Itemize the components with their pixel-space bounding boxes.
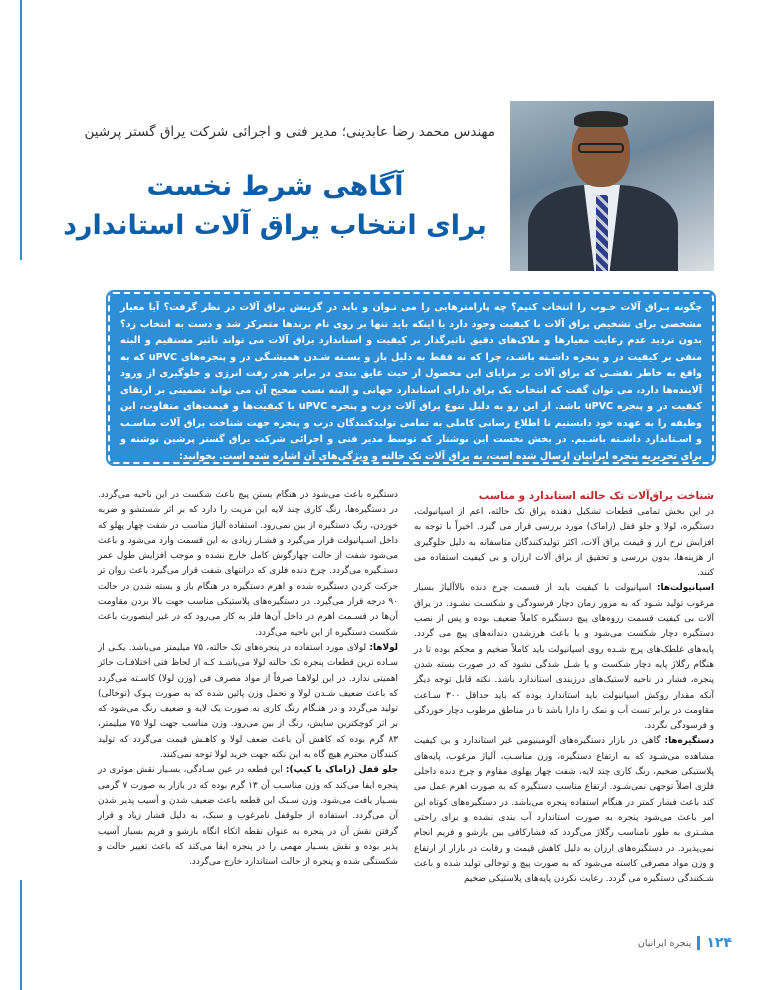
body-paragraph (414, 581, 714, 734)
subheading: لولاها: (369, 642, 399, 653)
subheading: دستگیره‌ها: (664, 736, 714, 747)
author-byline: مهندس محمد رضا عابدینی؛ مدیر فنی و اجرائی شرکت یراق گستر پرشین (84, 124, 495, 140)
paragraph-text: این قطعه در عین سـادگی، بسـیار نقش موثری در پنجره ایفا می‌کند که وزن مناسـب آن ۱۳ گرم بوده که در بازار به صورت ۷ گرمی بسـیار یافت می‌شود. وزن سـبک این قطعه باعث ضعیف شدن و آسیب پذیر شدن آن می‌گردد. استفاده از جلوقفل نامرغوب و سبک، به دلیل فشار زیاد و قرار گرفتن نقش آن در پنجره به عنوان نقطه اتکاء انگاه بازشو و فریم بسیار آسیب پذیر بوده و نقش بسـیار مهمی را در پنجره ایفا می‌کند که باعث تغییر حالت و شکستگی شده و پنجره از حالت استاندارد خارج می‌گردد. (98, 765, 398, 868)
paragraph-text: گاهی در بازار دستگیره‌های آلومینیومی غیر استاندارد و بی کیفیت مشاهده می‌شـود که به ارتفاع دستگیره، وزن مناسـب، آلیاژ مرغوب، پایه‌های پلاستیکی ضخیم، رنگ کاری چند لایه، شفت چهار پهلوی مقاوم و چرخ دنده داخلی فلزی اصلاً توجهی نمی‌شـود. ارتفاع مناسب دستگیره که به صورت اهرم عمل می کند باعث فشار کمتر در هنگام استفاده پنجره می‌باشد. در دستگیره‌های کوتاه این امر باعث می‌شود پنجره به صورت استاندارد آب بندی نشده و برای راحتی مشـتری به طور نامناسب رگلاژ می‌گردد که فشارکافی بین بازشو و فریم انجام نمی‌پذیرد. در دستگیره‌های ارزان به دلیل کاهش قیمت و رقابت در بازار از ارتفاع و وزن مواد مصرفی کاسته می‌شود که به صورت پیچ و توخالی تولید شده و باعث شـکنندگی دستگیره می گردد. رعایت نکردن پایه‌های پلاستیکی ضخیم (414, 736, 714, 885)
lead-text: چگونه یـراق آلات خـوب را انتخاب کنیم؟ چه پارامترهایی را می تـوان و باید در گزینش یراق آلات در نظر گرفت؟ آیا معیار مشخصی برای تشخیص یراق آلات با کیفیت وجود دارد یا اینکه باید تنها بر روی نام برندها متمرکز شد و دست به انتخاب زد؟ بدون تردید عدم رعایت معیارها و ملاک‌های دقیق تاثیرگذار بر کیفیت و استاندارد یراق آلات می تواند تاثیر مستقیم و البته منفی بر کیفیت در و پنجره داشـته باشـد، چرا که نه فقط به دلیل باز و بسـته شـدن همیشـگی در و پنجره‌های uPVC که به واقع به خاطر نقشـی که یراق آلات بر مزایای این محصول از حیث عایق بندی در برابر هدر رفت انرژی و جلوگیری از ورود آلاینده‌ها دارد، می توان گفت که انتخاب یک یراق دارای استاندارد جهانی و البته نسب صحیح آن می تواند تضمینی بر ارتقای کیفیت در و پنجره uPVC باشد. از این رو به دلیل تنوع یراق آلات درب و پنجره uPVC با کیفیت‌ها و قیمت‌های متفاوت، این وظیفه را به عهده خود دانستیم تا اطلاع رسانی کاملی به تمامی تولیدکنندگان درب و پنجره جهت شناخت یراق آلات مناسـب و اسـتاندارد داشـته باشـیم. در بخش نخست این نوشتار که توسط مدیر فنی و اجرائی شرکت یراق گستر پرشین نوشته و برای تحریریه پنجره ایرانیان ارسال شده است، به یراق آلات تک حالته و ویژگی‌های آن اشاره شده است. بخوانید: (120, 302, 703, 462)
page-number: ۱۲۴ (706, 935, 732, 951)
title-line-2: برای انتخاب یراق آلات استاندارد (63, 210, 487, 241)
page-footer (612, 934, 732, 952)
magazine-name: پنجره ایرانیان (637, 937, 692, 949)
margin-rule-top (20, 0, 22, 260)
subheading: جلو قفل (زاماک یا کیپ): (285, 765, 398, 776)
body-paragraph: دستگیره باعث می‌شود در هنگام بستن پیچ باعث شکست در این ناحیه می‌گردد. در دستگیره‌ها، رنگ کاری چند لایه این مزیت را دارد که بر اثر شستشو و ضربه خوردن، رنگ دستگیره از بین نمی‌رود. استفاده آلیاژ مناسب در شفت چهار پهلو که داخل اسـپانیولت قرار می‌گیرد و فشـار زیادی به این قسمت وارد می‌شود و باعث می‌شود شفت از حالت چهارگوش کامل خارج نشده و موجب افزایش طول عمر دستـگیره می‌گردد. چرخ دنده فلزی که درانتهای شفت قرار می‌گیرد باعث روان تر حرکت کردن دستگیره شده و اهرم دستگیره در هنگام باز و بسته شدن در حالت ۹۰ درجه قرار می‌گیرد. در دستگیره‌های پلاستیکی مناسب جهت بالا بردن مقاومت آن‌ها در قسـمت اهرم در داخل آن‌ها فلز به کار می‌رود که در غیر اینصورت باعث شکست دستگیره از این ناحیه می‌گردد. (98, 490, 398, 638)
photo-hair (574, 111, 628, 127)
photo-glasses (578, 143, 624, 153)
right-column (414, 488, 714, 887)
left-column (98, 488, 398, 870)
body-paragraph (98, 763, 398, 870)
body-paragraph: در این بخش تمامی قطعات تشکیل دهنده یراق تک حالته، اعم از اسپانیولت، دستگیره، لولا و جلو قفل (زاماک) مورد بررسی قرار می گیرد. اخیراً با توجه به افزایش نرخ ارز و قیمت یراق آلات، اکثر تولیدکنندگان متاسفانه به دلیل جلوگیری از هزینه‌ها، بدون بررسی و تحقیق از یراق آلات ارزان و بی کیفیت استفاده می کنند. (414, 507, 714, 579)
body-paragraph (98, 641, 398, 763)
author-photo (510, 101, 714, 271)
title-line-1: آگاهی شرط نخست (146, 171, 404, 202)
subheading: اسپانیولت‌ها: (656, 583, 714, 594)
paragraph-text: اسپانیولت با کیفیت باید از قسمت چرخ دنده بالاآلیاژ بسیار مرغوب تولید شـود که به مرور زمان دچار فرسودگی و شکسـت نشـود. در یراق آلات بی کیفیت قسمت رزوه‌های پیچ دستگیره کاملاً ضعیف بوده و پس از نصب دستگیره دچار شکست می‌شود و یا باعث هرزشدن دندانه‌های پیچ می گردد. پایه‌های غلطک‌های پرچ شـده روی اسپانیولت باید کاملاً ضخیم و محکم بوده تا در هنگام رگلاژ پایه دچار شکست و یا شـل شدگی نشود که در صورت بسته شدن پنجره، فشار در ناحیه لاستیک‌های درزبندی استاندارد باشد. نکته قابل توجه دیگر آنکه مقدار روکش اسپانیولت باید استاندارد بوده که باید حداقل ۳۰۰ سـاعت مقاومت در برابر تست آب و نمک را دارا باشد تا در مناطق مرطوب دچار خوردگی و فرسودگی نگردد. (414, 583, 714, 732)
photo-tie (596, 195, 608, 271)
margin-rule-bottom (20, 880, 22, 990)
paragraph-text: لولای مورد استفاده در پنجره‌های تک حالته، ۷۵ میلیمتر می‌باشد. یکـی از سـاده ترین قطعات پنجره تک حالته لولا می‌باشـد کـه از لحاظ فنی اختلافـات حائز اهمیتی ندارد. در این لولاهـا صرفاً از مواد مصرف فی (وزن لولا) کاسـته می‌گردد که باعث ضعیف شـدن لولا و تحمل وزن پائین شده که به صورت پـوک (توخالی) تولید می‌گردد و در هنـگام رنگ کاری به صورت یک لایه و ضعیف رنگ می‌شود که بر اثر کوچکترین سایش، رنگ از بین می‌رود. وزن مناسب جهت لولا ۷۵ میلیمتر، ۸۳ گرم بوده که کاهش آن باعث ضعف لولا و کاهـش قیمت می‌گردد که تولید کنندگان محترم هیچ گاه به این نکته جهت خرید لولا توجه نمی‌کنند. (98, 642, 398, 761)
article-title (55, 168, 495, 246)
footer-divider (697, 936, 700, 950)
section-title: شناخت یراق‌آلات تک حالته استاندارد و مناسب (478, 490, 714, 502)
body-paragraph (414, 734, 714, 887)
lead-box (108, 292, 714, 464)
